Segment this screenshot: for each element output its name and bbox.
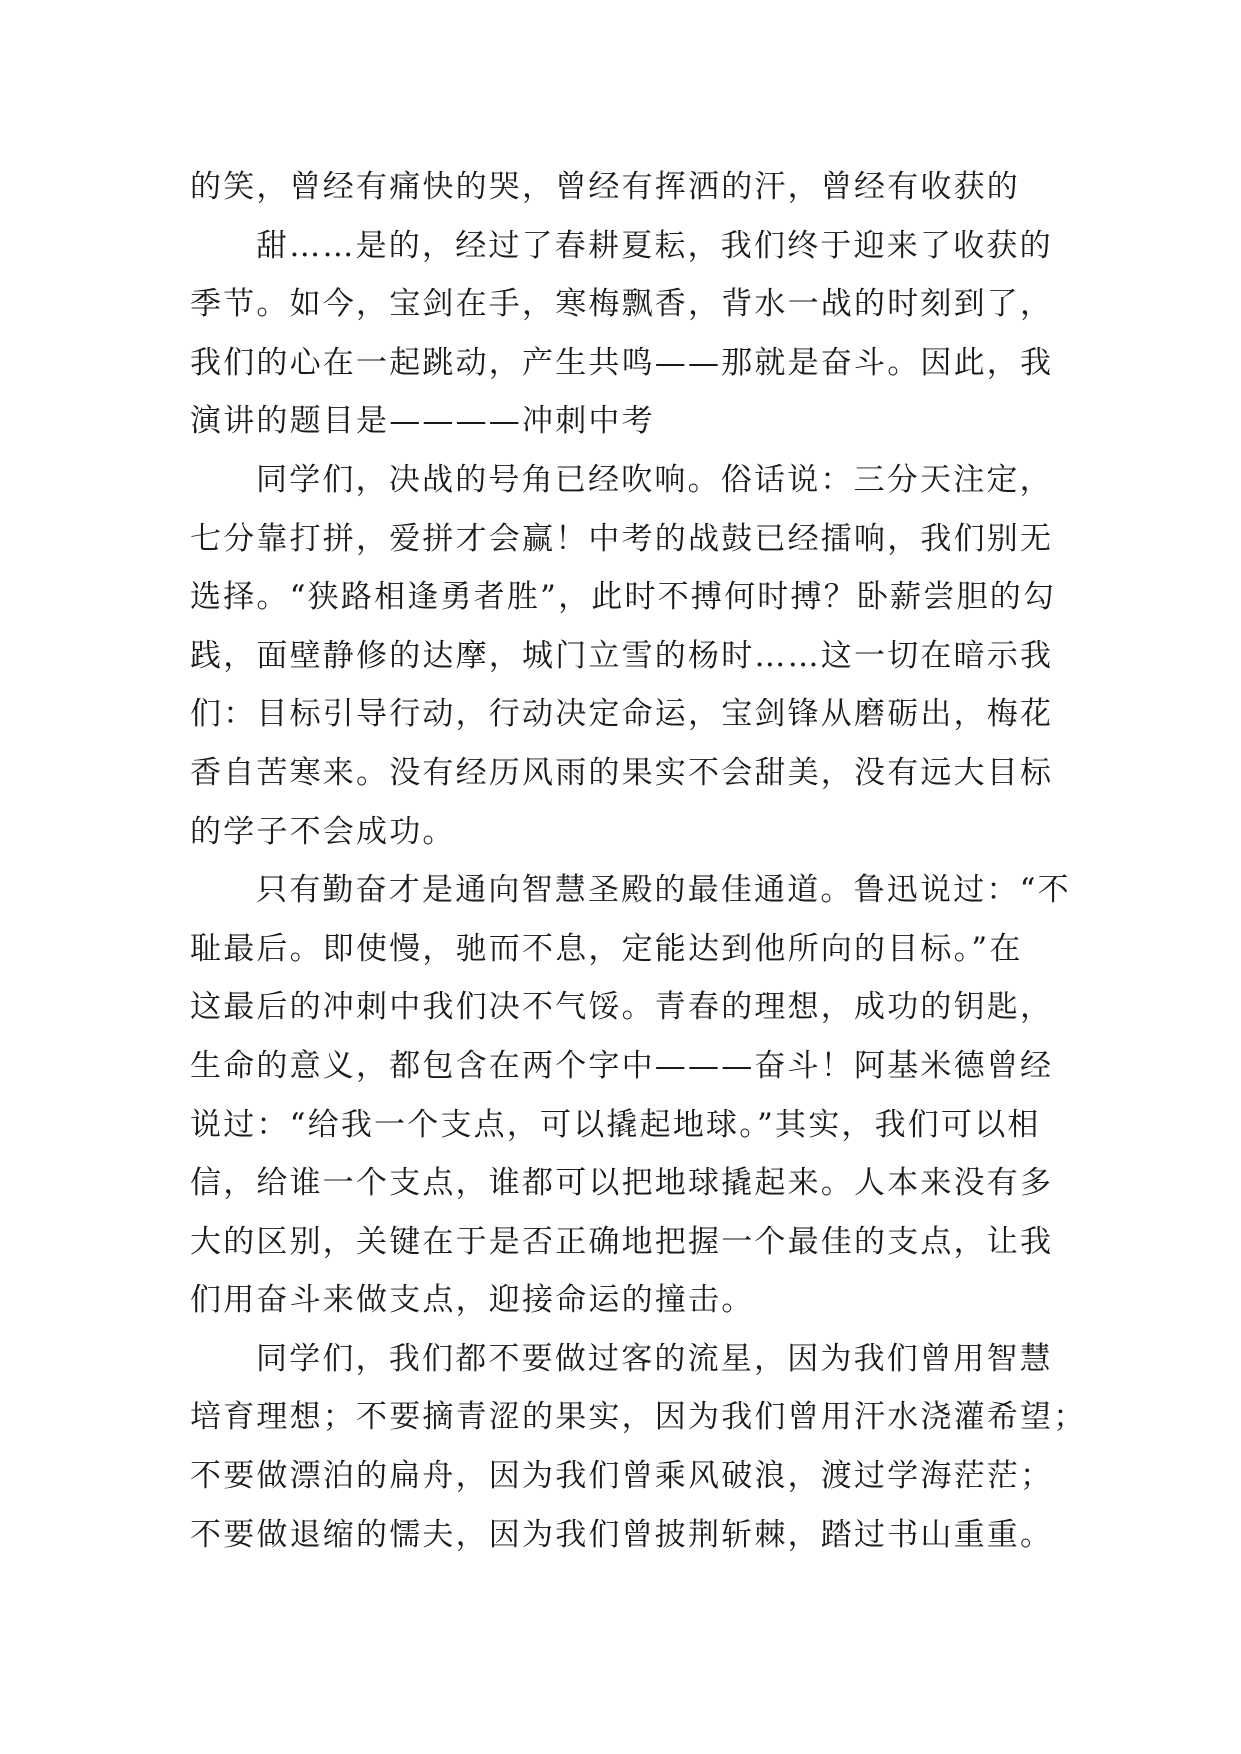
text-line: 耻最后。即使慢，驰而不息，定能达到他所向的目标。”在 xyxy=(190,930,1023,967)
text-line: 们用奋斗来做支点，迎接命运的撞击。 xyxy=(190,1282,755,1319)
text-line: 们：目标引导行动，行动决定命运，宝剑锋从磨砺出，梅花 xyxy=(190,696,1054,733)
text-line: 只有勤奋才是通向智慧圣殿的最佳通道。鲁迅说过：“不 xyxy=(256,872,1071,909)
text-line: 同学们，决战的号角已经吹响。俗话说：三分天注定， xyxy=(256,461,1053,498)
document-body xyxy=(190,158,1087,1564)
text-line: 培育理想；不要摘青涩的果实，因为我们曾用汗水浇灌希望； xyxy=(190,1399,1087,1436)
text-line: 我们的心在一起跳动，产生共鸣——那就是奋斗。因此，我 xyxy=(190,344,1054,381)
text-line: 说过：“给我一个支点，可以撬起地球。”其实，我们可以相 xyxy=(190,1106,1041,1143)
text-line: 大的区别，关键在于是否正确地把握一个最佳的支点，让我 xyxy=(190,1223,1054,1260)
text-line: 甜……是的，经过了春耕夏耘，我们终于迎来了收获的 xyxy=(256,227,1053,264)
text-line: 演讲的题目是————冲刺中考 xyxy=(190,403,655,440)
text-line: 季节。如今，宝剑在手，寒梅飘香，背水一战的时刻到了， xyxy=(190,286,1054,323)
text-line: 同学们，我们都不要做过客的流星，因为我们曾用智慧 xyxy=(256,1340,1053,1377)
text-line: 不要做退缩的懦夫，因为我们曾披荆斩棘，踏过书山重重。 xyxy=(190,1516,1054,1553)
text-line: 践，面壁静修的达摩，城门立雪的杨时……这一切在暗示我 xyxy=(190,637,1054,674)
text-line: 的学子不会成功。 xyxy=(190,813,456,850)
text-line: 生命的意义，都包含在两个字中———奋斗！阿基米德曾经 xyxy=(190,1047,1054,1084)
text-line: 不要做漂泊的扁舟，因为我们曾乘风破浪，渡过学海茫茫； xyxy=(190,1458,1054,1495)
text-line: 这最后的冲刺中我们决不气馁。青春的理想，成功的钥匙， xyxy=(190,989,1054,1026)
text-line: 七分靠打拼，爱拼才会赢！中考的战鼓已经擂响，我们别无 xyxy=(190,520,1054,557)
text-line: 香自苦寒来。没有经历风雨的果实不会甜美，没有远大目标 xyxy=(190,754,1054,791)
text-line: 选择。“狭路相逢勇者胜”，此时不搏何时搏？卧薪尝胆的勾 xyxy=(190,579,1057,616)
text-line: 信，给谁一个支点，谁都可以把地球撬起来。人本来没有多 xyxy=(190,1165,1054,1202)
text-line: 的笑，曾经有痛快的哭，曾经有挥洒的汗，曾经有收获的 xyxy=(190,169,1020,205)
